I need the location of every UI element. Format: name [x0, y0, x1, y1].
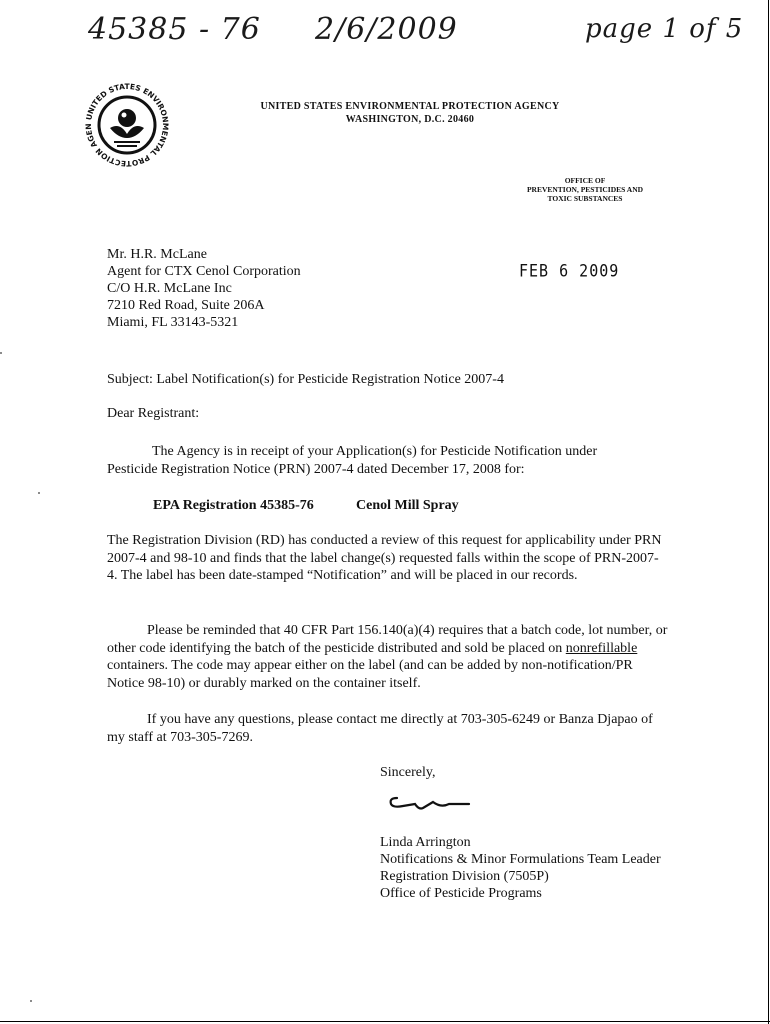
closing: Sincerely,	[380, 765, 436, 780]
signer-division: Registration Division (7505P)	[380, 869, 549, 884]
handwritten-date: 2/6/2009	[315, 12, 458, 47]
scan-speck	[30, 1000, 32, 1002]
subject-line: Subject: Label Notification(s) for Pesticide Registration Notice 2007-4	[107, 372, 504, 387]
recipient-line-4: 7210 Red Road, Suite 206A	[107, 298, 265, 313]
paragraph-batch-code	[107, 622, 669, 692]
scan-speck	[38, 492, 40, 494]
nonrefillable-term: nonrefillable	[565, 640, 638, 656]
salutation: Dear Registrant:	[107, 406, 200, 421]
letterhead-agency	[200, 100, 620, 126]
paragraph-contact: If you have any questions, please contact me directly at 703-305-6249 or Banza Djapao of my staff at 703-305-7269.	[107, 712, 653, 745]
product-name: Cenol Mill Spray	[356, 498, 459, 513]
agency-name: UNITED STATES ENVIRONMENTAL PROTECTION AGENCY	[260, 101, 560, 112]
scan-speck	[0, 352, 2, 354]
office-block	[495, 176, 675, 203]
recipient-name: Mr. H.R. McLane	[107, 247, 207, 262]
handwritten-signature	[385, 788, 475, 822]
signer-office: Office of Pesticide Programs	[380, 886, 542, 901]
signer-block	[380, 834, 720, 902]
svg-text:UNITED STATES ENVIRONMENTAL PR: UNITED STATES ENVIRONMENTAL PROTECTION AGEN	[83, 81, 171, 169]
office-line-3: TOXIC SUBSTANCES	[547, 194, 623, 203]
paragraph-receipt: The Agency is in receipt of your Application(s) for Pesticide Notification under Pesticide Registration Notice (PRN) 2007-4 dated December 17, 2008 for:	[107, 444, 598, 477]
page-edge-bottom	[0, 1021, 770, 1022]
recipient-address	[107, 246, 437, 331]
signer-title: Notifications & Minor Formulations Team Leader	[380, 852, 661, 867]
recipient-line-3: C/O H.R. McLane Inc	[107, 281, 232, 296]
office-line-1: OFFICE OF	[564, 176, 606, 185]
batch-code-text-after: containers. The code may appear either on the label (and can be added by non-notification/PR Notice 98-10) or durably marked on the container itself.	[107, 658, 633, 691]
office-line-2: PREVENTION, PESTICIDES AND	[526, 185, 644, 194]
recipient-line-5: Miami, FL 33143-5321	[107, 315, 239, 330]
handwritten-page-number: page 1 of 5	[585, 14, 744, 44]
date-stamp: FEB 6 2009	[519, 260, 620, 282]
agency-location: WASHINGTON, D.C. 20460	[345, 114, 475, 125]
handwritten-registration-number: 45385 - 76	[88, 12, 261, 47]
epa-seal-logo	[80, 78, 174, 172]
registration-number: EPA Registration 45385-76	[153, 498, 314, 513]
paragraph-review: The Registration Division (RD) has conducted a review of this request for applicability under PRN 2007-4 and 98-10 and finds that the label change(s) requested falls within the scope of PRN-2007-4. The label has been date-stamped “Notification” and will be placed in our records.	[107, 533, 662, 583]
recipient-line-2: Agent for CTX Cenol Corporation	[107, 264, 301, 279]
signer-name: Linda Arrington	[380, 835, 471, 850]
batch-code-text-before: Please be reminded that 40 CFR Part 156.140(a)(4) requires that a batch code, lot number, or other code identifying the batch of the pesticide distributed and sold be placed on	[107, 623, 668, 656]
page-edge-right	[768, 0, 769, 1024]
